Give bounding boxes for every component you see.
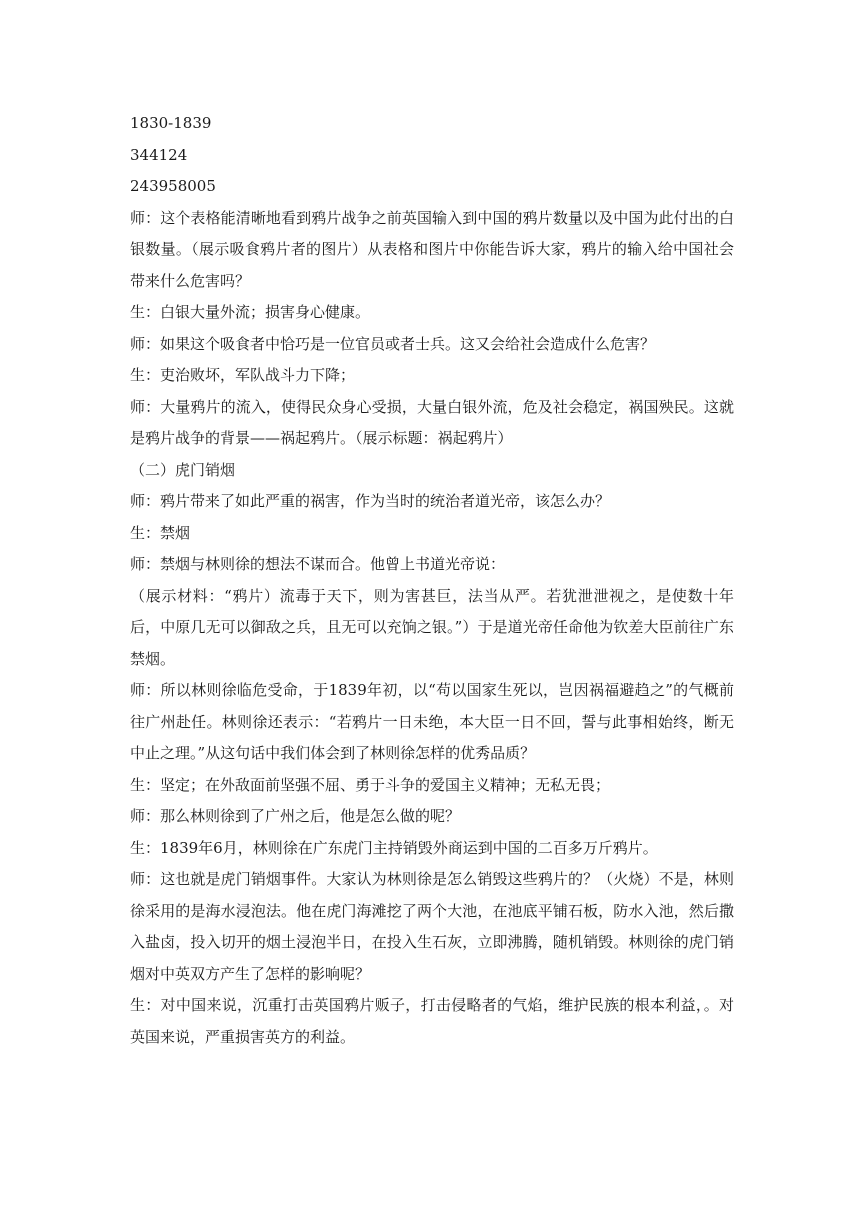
material-paragraph: （展示材料：“鸦片）流毒于天下，则为害甚巨，法当从严。若犹泄泄视之，是使数十年后，中原几无可以御敌之兵，且无可以充饷之银。”）于是道光帝任命他为钦差大臣前往广东禁烟。 xyxy=(130,586,734,668)
teacher-paragraph: 师：那么林则徐到了广州之后，他是怎么做的呢？ xyxy=(130,807,461,825)
student-paragraph: 生：对中国来说，沉重打击英国鸦片贩子，打击侵略者的气焰，维护民族的根本利益，。对英国来说，严重损害英方的利益。 xyxy=(130,996,734,1046)
student-paragraph: 生：禁烟 xyxy=(130,523,191,542)
student-paragraph: 生：吏治败坏，军队战斗力下降； xyxy=(130,366,356,384)
table-cell-silver-amount: 243958005 xyxy=(130,177,216,195)
student-paragraph: 生：坚定；在外敌面前坚强不屈、勇于斗争的爱国主义精神；无私无畏； xyxy=(130,775,611,794)
section-heading: （二）虎门销烟 xyxy=(130,460,236,479)
teacher-paragraph: 师：这个表格能清晰地看到鸦片战争之前英国输入到中国的鸦片数量以及中国为此付出的白银数量。（展示吸食鸦片者的图片）从表格和图片中你能告诉大家，鸦片的输入给中国社会带来什么危害吗？ xyxy=(130,208,734,290)
teacher-paragraph: 师：禁烟与林则徐的想法不谋而合。他曾上书道光帝说： xyxy=(130,555,506,573)
student-paragraph: 生：白银大量外流；损害身心健康。 xyxy=(130,303,371,321)
teacher-paragraph: 师：所以林则徐临危受命，于1839年初，以“苟以国家生死以，岂因祸福避趋之”的气概前往广州赴任。林则徐还表示：“若鸦片一日未绝，本大臣一日不回，誓与此事相始终，断无中止之理。”从这句话中我们体会到了林则徐怎样的优秀品质？ xyxy=(130,681,734,762)
teacher-paragraph: 师：大量鸦片的流入，使得民众身心受损，大量白银外流，危及社会稳定，祸国殃民。这就是鸦片战争的背景——祸起鸦片。（展示标题：祸起鸦片） xyxy=(130,397,734,447)
table-cell-years: 1830-1839 xyxy=(130,114,212,132)
teacher-paragraph: 师：鸦片带来了如此严重的祸害，作为当时的统治者道光帝，该怎么办？ xyxy=(130,492,611,510)
student-paragraph: 生：1839年6月，林则徐在广东虎门主持销毁外商运到中国的二百多万斤鸦片。 xyxy=(130,838,658,857)
teacher-paragraph: 师：如果这个吸食者中恰巧是一位官员或者士兵。这又会给社会造成什么危害？ xyxy=(130,334,656,353)
teacher-paragraph: 师：这也就是虎门销烟事件。大家认为林则徐是怎么销毁这些鸦片的？（火烧）不是，林则徐采用的是海水浸泡法。他在虎门海滩挖了两个大池，在池底平铺石板，防水入池，然后撒入盐卤，投入切开的烟土浸泡半日，在投入生石灰，立即沸腾，随机销毁。林则徐的虎门销烟对中英双方产生了怎样的影响呢？ xyxy=(130,870,734,983)
table-cell-opium-quantity: 344124 xyxy=(130,145,188,164)
document-body xyxy=(130,108,734,1053)
